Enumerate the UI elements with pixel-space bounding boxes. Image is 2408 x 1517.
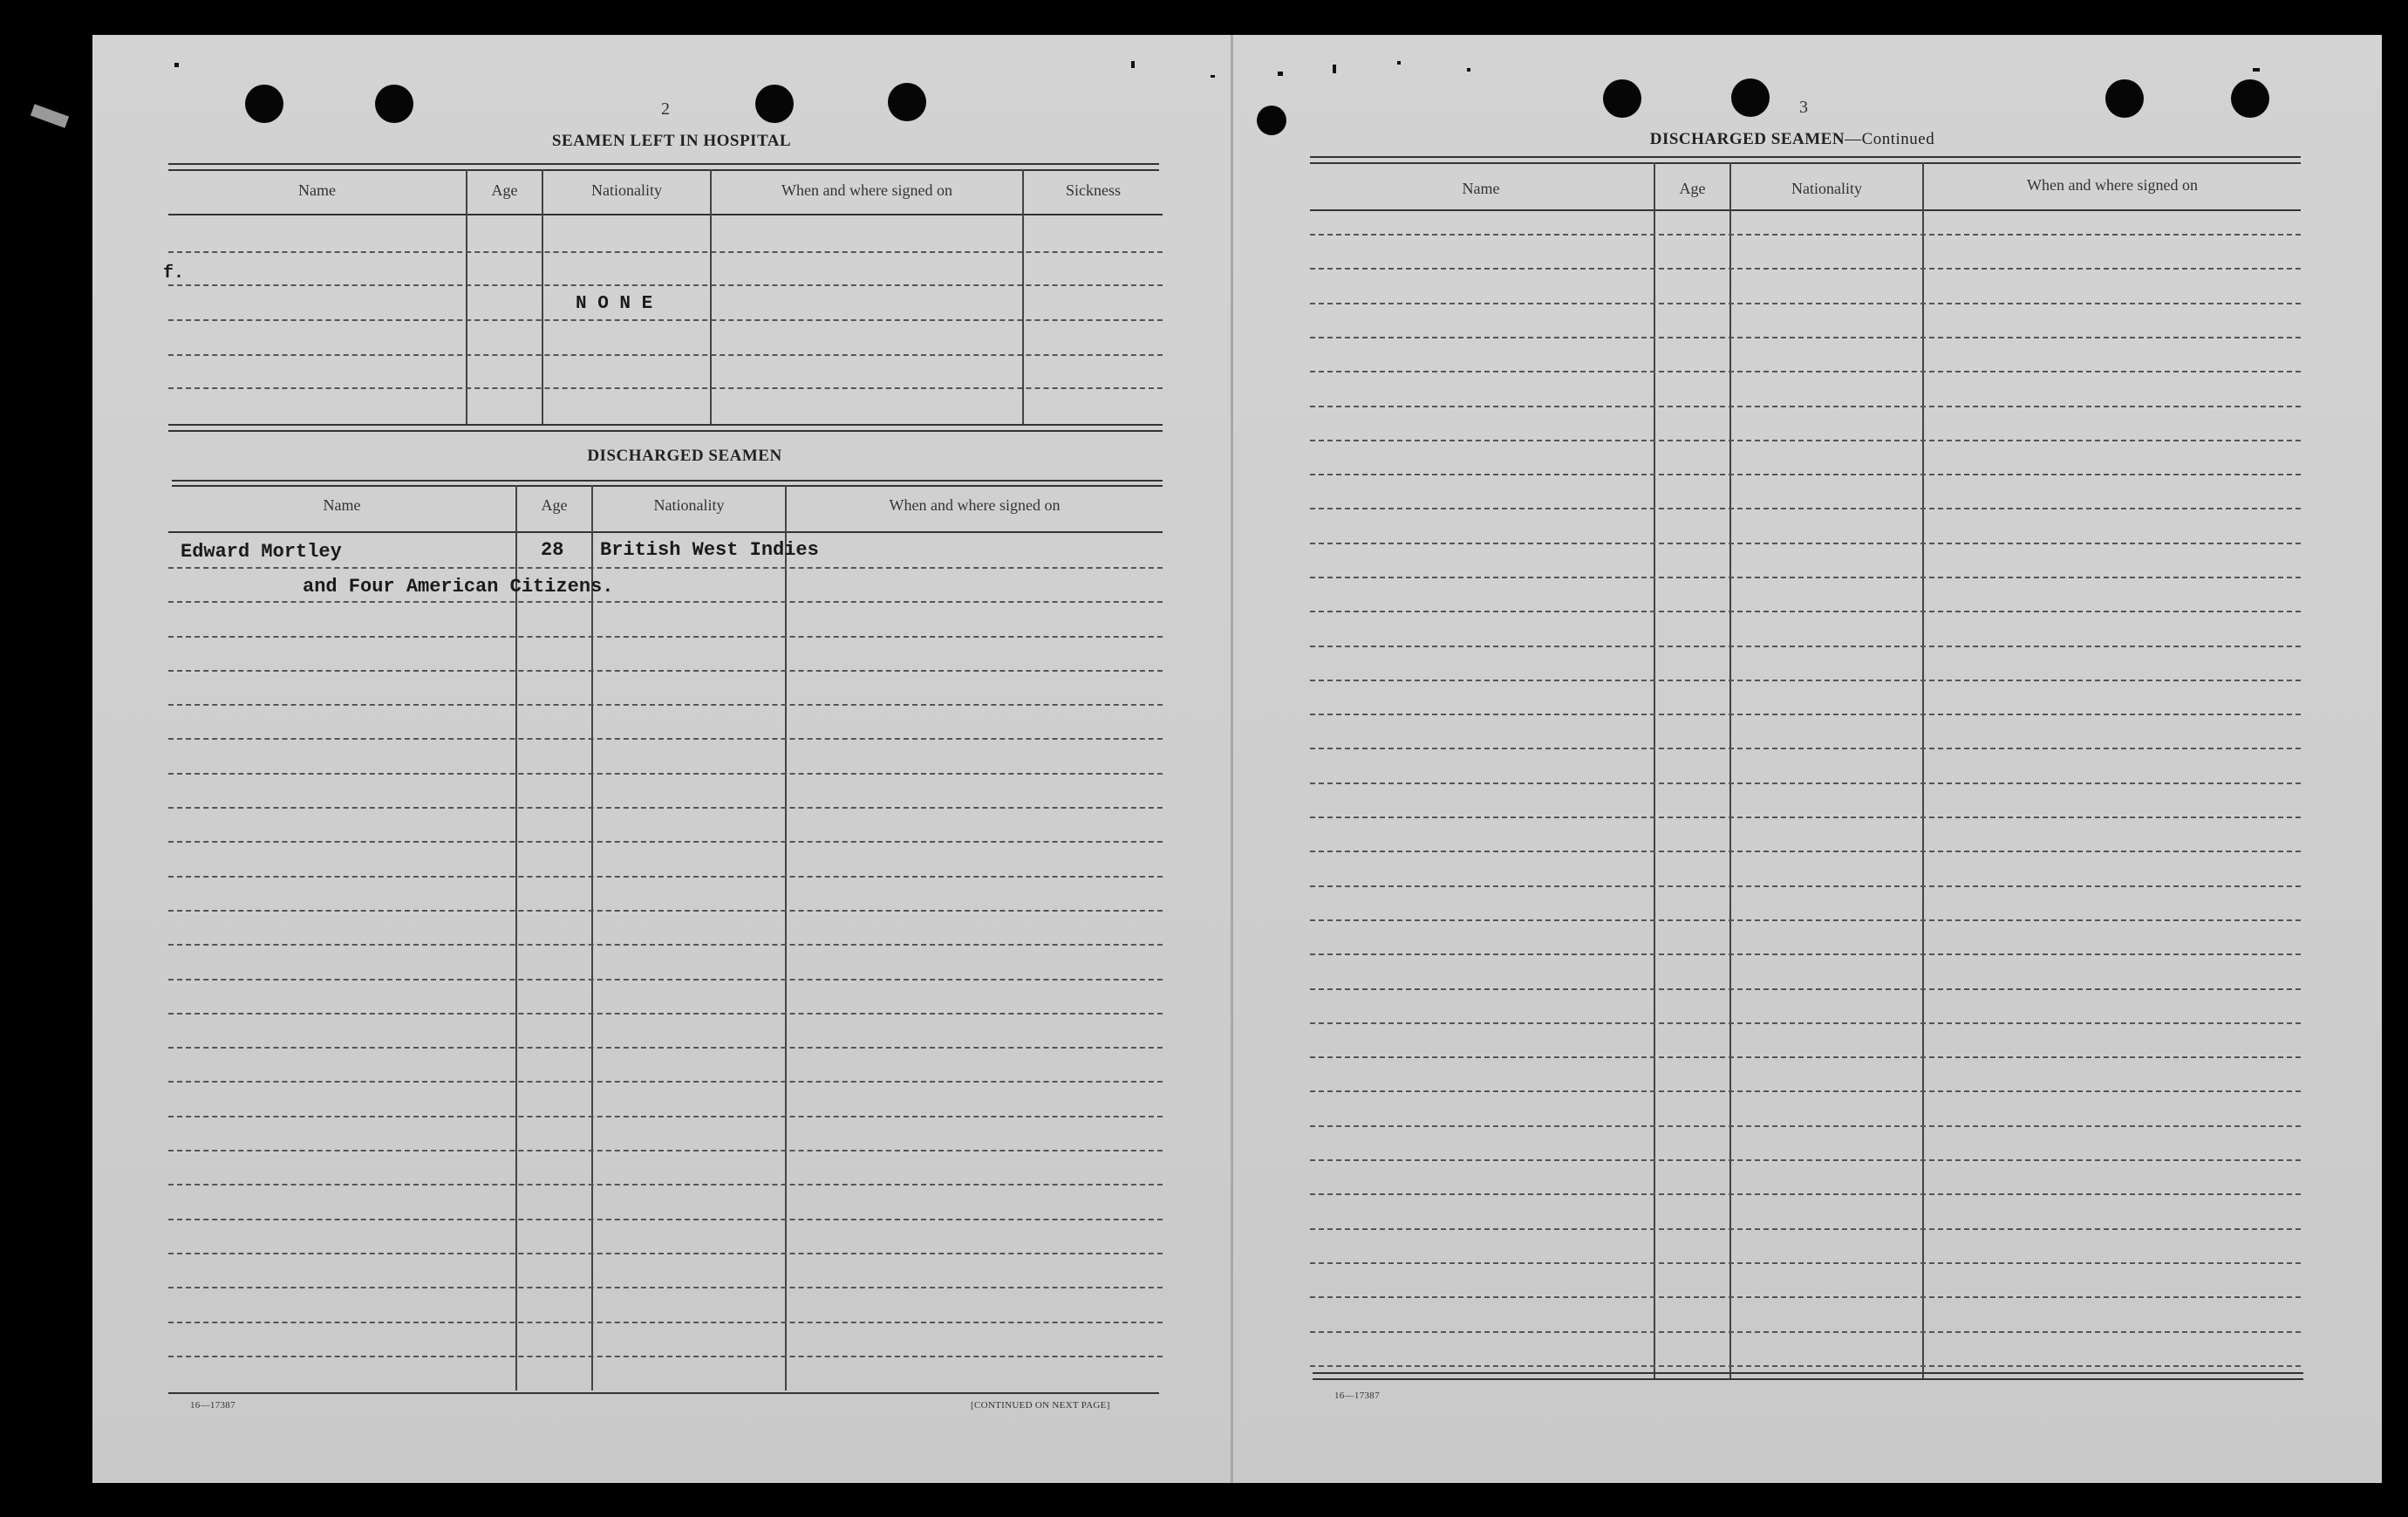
- column-header-name: Name: [323, 496, 361, 514]
- column-header-name: Name: [298, 181, 336, 199]
- column-header-age: Age: [541, 496, 568, 514]
- table-bottom-rule: [168, 1392, 1159, 1394]
- row-line: [1310, 406, 2301, 407]
- row-line: [168, 1287, 1163, 1288]
- column-divider: [1654, 162, 1655, 1378]
- row-line: [1310, 337, 2301, 338]
- row-line: [1310, 885, 2301, 887]
- row-line: [1310, 268, 2301, 270]
- punch-hole: [245, 85, 283, 123]
- table-top-rule: [1310, 156, 2301, 158]
- speck: [174, 63, 179, 67]
- row-line: [168, 1116, 1163, 1117]
- row-line: [1310, 1296, 2301, 1298]
- column-divider: [710, 169, 712, 424]
- row-line: [168, 1047, 1163, 1049]
- row-line: [168, 354, 1163, 356]
- row-line: [1310, 543, 2301, 544]
- punch-hole: [2231, 79, 2269, 118]
- column-header-age: Age: [1679, 180, 1706, 197]
- page-number: 2: [661, 99, 670, 119]
- row-line: [168, 284, 1163, 286]
- column-divider: [785, 485, 787, 1391]
- column-header-age: Age: [491, 181, 518, 199]
- row-line: [168, 251, 1163, 253]
- column-header-signed-on: When and where signed on: [889, 496, 1061, 514]
- row-line: [168, 387, 1163, 389]
- row-line: [1310, 1331, 2301, 1333]
- row-line: [168, 876, 1163, 878]
- form-number: 16—17387: [1334, 1391, 1380, 1401]
- row-line: [1310, 1125, 2301, 1127]
- section-title-discharged: DISCHARGED SEAMEN: [587, 447, 782, 465]
- row-line: [1310, 1022, 2301, 1024]
- speck: [1467, 68, 1470, 72]
- page-number: 3: [1799, 98, 1808, 117]
- column-header-nationality: Nationality: [1791, 180, 1862, 197]
- row-line: [1310, 988, 2301, 990]
- title-main: DISCHARGED SEAMEN: [1649, 130, 1845, 148]
- form-number: 16—17387: [190, 1400, 235, 1411]
- row-line: [1310, 680, 2301, 681]
- header-rule: [168, 214, 1163, 215]
- row-line: [1310, 234, 2301, 236]
- speck: [1333, 65, 1336, 73]
- row-line: [1310, 508, 2301, 509]
- table-top-rule: [168, 163, 1159, 165]
- table-top-rule: [1310, 162, 2301, 164]
- row-line: [168, 636, 1163, 638]
- row-line: [1310, 1056, 2301, 1058]
- column-header-nationality: Nationality: [653, 496, 725, 514]
- row-line: [1310, 371, 2301, 372]
- table-bottom-rule: [1313, 1372, 2303, 1374]
- row-line: [1310, 1193, 2301, 1195]
- header-rule: [168, 531, 1163, 533]
- speck: [1397, 61, 1401, 65]
- punch-hole: [888, 83, 926, 121]
- column-divider: [1922, 162, 1924, 1378]
- table-top-rule: [172, 485, 1163, 487]
- section-title-discharged-continued: [1596, 130, 1988, 149]
- title-suffix: —Continued: [1845, 130, 1935, 148]
- row-line: [168, 704, 1163, 706]
- table-bottom-rule: [168, 424, 1163, 426]
- row-line: [1310, 748, 2301, 749]
- table-top-rule: [172, 480, 1163, 482]
- row-line: [1310, 440, 2301, 441]
- row-line: [1310, 577, 2301, 578]
- column-header-nationality: Nationality: [591, 181, 662, 199]
- row-line: [168, 1322, 1163, 1323]
- speck: [1278, 72, 1283, 76]
- row-line: [168, 1013, 1163, 1015]
- punch-hole: [2105, 79, 2144, 118]
- column-divider: [1729, 162, 1731, 1378]
- punch-hole: [1257, 106, 1286, 135]
- seaman-name: Edward Mortley: [181, 541, 342, 563]
- seaman-nationality: British West Indies: [600, 539, 819, 561]
- column-divider: [515, 485, 517, 1391]
- table-bottom-rule: [168, 430, 1163, 432]
- row-line: [168, 944, 1163, 946]
- row-line: [168, 567, 1163, 569]
- row-line: [1310, 851, 2301, 852]
- hospital-entry: N O N E: [576, 294, 653, 314]
- row-line: [1310, 303, 2301, 304]
- row-line: [1310, 1262, 2301, 1264]
- row-line: [1310, 611, 2301, 612]
- row-line: [168, 773, 1163, 775]
- column-header-signed-on: When and where signed on: [2027, 176, 2198, 194]
- row-line: [168, 1150, 1163, 1151]
- row-line: [1310, 714, 2301, 715]
- margin-mark: f.: [163, 263, 185, 284]
- row-line: [1310, 1159, 2301, 1161]
- row-line: [1310, 474, 2301, 475]
- page-fold: [1231, 35, 1233, 1483]
- row-line: [168, 841, 1163, 843]
- section-title-hospital: SEAMEN LEFT IN HOSPITAL: [551, 132, 792, 150]
- punch-hole: [375, 85, 413, 123]
- row-line: [1310, 646, 2301, 647]
- table-bottom-rule: [1313, 1378, 2303, 1380]
- row-line: [168, 910, 1163, 912]
- row-line: [1310, 953, 2301, 955]
- header-rule: [1310, 209, 2301, 211]
- speck: [2253, 68, 2260, 72]
- row-line: [1310, 817, 2301, 818]
- table-top-rule: [168, 169, 1159, 171]
- column-divider: [542, 169, 543, 424]
- column-divider: [1022, 169, 1024, 424]
- row-line: [168, 1253, 1163, 1254]
- continued-note: [CONTINUED ON NEXT PAGE]: [971, 1400, 1110, 1411]
- row-line: [168, 319, 1163, 321]
- speck: [1211, 75, 1215, 78]
- column-divider: [466, 169, 467, 424]
- paper-clip-mark: [31, 104, 69, 128]
- column-header-name: Name: [1462, 180, 1500, 197]
- row-line: [168, 1081, 1163, 1083]
- row-line: [168, 670, 1163, 672]
- row-line: [1310, 1090, 2301, 1092]
- right-page: [1232, 35, 2382, 1483]
- seaman-age: 28: [541, 539, 564, 561]
- row-line: [168, 1219, 1163, 1220]
- punch-hole: [755, 85, 794, 123]
- row-line: [168, 1184, 1163, 1186]
- punch-hole: [1731, 79, 1770, 117]
- row-line: [1310, 782, 2301, 784]
- row-line: [1310, 919, 2301, 921]
- row-line: [168, 1356, 1163, 1357]
- column-header-signed-on: When and where signed on: [781, 181, 952, 199]
- row-line: [168, 738, 1163, 740]
- column-header-sickness: Sickness: [1066, 181, 1121, 199]
- row-line: [168, 601, 1163, 603]
- row-line: [168, 807, 1163, 809]
- row-line: [1310, 1228, 2301, 1230]
- row-line: [1310, 1365, 2301, 1367]
- column-divider: [591, 485, 593, 1391]
- punch-hole: [1603, 79, 1641, 118]
- row-line: [168, 979, 1163, 981]
- discharged-note: and Four American Citizens.: [303, 576, 614, 598]
- speck: [1131, 61, 1135, 68]
